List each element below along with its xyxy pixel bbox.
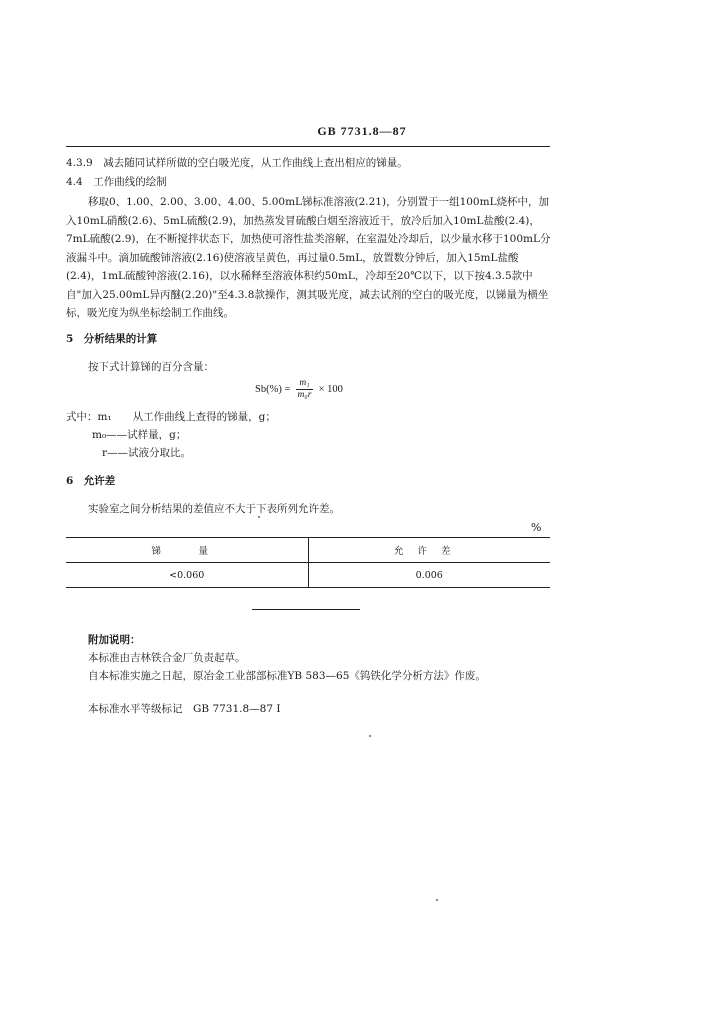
formula-lhs: Sb(%) = [255,384,291,395]
section-6-title: 6 允许差 [66,475,116,487]
clause-4-4-text: 移取0、1.00、2.00、3.00、4.00、5.00mL锑标准溶液(2.21)，分别置于一组100mL烧杯中，加入10mL硝酸(2.6)、5mL硫酸(2.9)，加热蒸发冒硫酸白烟至溶液近干，放冷后加入10mL盐酸(2.4)，7mL硫酸(2.9)，在不断搅拌状态下，加热使可溶性盐类溶解，在室温处冷却后，以少量水移于100mL分液漏斗中。滴加硫酸铈溶液(2.16)使溶液呈黄色，再过量0.5mL，放置数分钟后，加入15mL盐酸(2.4)，1mL硫酸钟溶液(2.16)，以水稀释至溶液体积约50mL，冷却至20℃以下，以下按4.3.5款中自"加入25.00mL异丙醚(2.20)"至4.3.8款操作，测其吸光度，减去试剂的空白的吸光度，以锑量为横坐标，吸光度为纵坐标绘制工作曲线。 [66,196,551,319]
table-cell-antimony: <0.060 [66,563,308,588]
notes-title: 附加说明： [88,634,141,646]
clause-4-3-9: 4.3.9 减去随同试样所做的空白吸光度，从工作曲线上查出相应的锑量。 [66,157,408,169]
scan-speck [258,516,260,518]
notes-line-2: 自本标准实施之日起，原冶金工业部部标准YB 583—65《钨铁化学分析方法》作废。 [88,670,486,682]
table-header-tolerance: 允许差 [393,546,465,557]
table-row [66,563,550,588]
where-m1: 式中：m₁ 从工作曲线上查得的锑量，g； [66,411,276,423]
formula-numerator: m₁ [296,378,312,390]
formula-denominator: m₀r [297,390,312,400]
section-5-title: 5 分析结果的计算 [66,333,158,345]
formula-fraction [296,378,312,401]
where-m0: m₀——试样量，g； [92,429,187,441]
table-header-row [66,538,550,563]
clause-4-4-title: 4.4 工作曲线的绘制 [66,176,167,188]
formula-rhs: × 100 [318,384,343,395]
where-r: r——试液分取比。 [102,447,192,459]
scan-speck [436,899,438,901]
scan-speck [369,735,371,737]
notes-line-1: 本标准由吉林铁合金厂负责起草。 [88,652,246,664]
section-5-intro: 按下式计算锑的百分含量： [88,361,214,373]
standard-grade-mark: 本标准水平等级标记 GB 7731.8—87 I [88,703,281,715]
header-rule [66,146,550,147]
table-header-antimony: 锑 量 [66,538,308,563]
formula [255,378,343,401]
tolerance-table [66,537,550,588]
end-rule [252,609,360,610]
section-6-intro: 实验室之间分析结果的差值应不大于下表所列允许差。 [88,503,340,515]
table-cell-tolerance: 0.006 [415,569,443,581]
clause-4-4-body [66,193,552,323]
standard-code-header: GB 7731.8—87 [317,124,407,138]
unit-label: % [531,521,542,534]
